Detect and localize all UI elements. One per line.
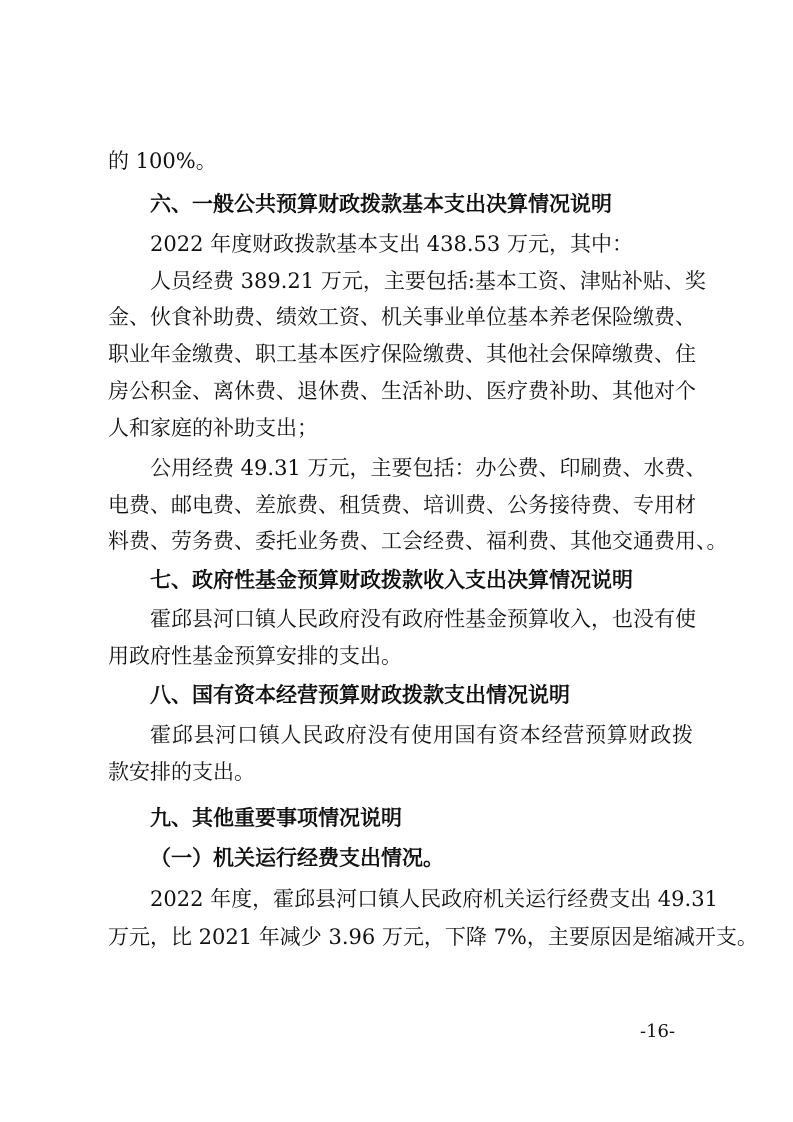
paragraph-line: 公用经费 49.31 万元，主要包括：办公费、印刷费、水费、	[150, 456, 707, 480]
paragraph-line: 电费、邮电费、差旅费、租赁费、培训费、公务接待费、专用材	[108, 493, 696, 517]
paragraph-line: 的 100%。	[108, 149, 217, 173]
paragraph-line: 人和家庭的补助支出；	[108, 416, 318, 440]
paragraph-line: 2022 年度，霍邱县河口镇人民政府机关运行经费支出 49.31	[150, 887, 718, 911]
paragraph-line: 款安排的支出。	[108, 760, 255, 784]
section-heading: 七、政府性基金预算财政拨款收入支出决算情况说明	[150, 568, 633, 592]
paragraph-line: 职业年金缴费、职工基本医疗保险缴费、其他社会保障缴费、住	[108, 342, 696, 366]
page-number: -16-	[640, 1021, 676, 1042]
section-heading: 八、国有资本经营预算财政拨款支出情况说明	[150, 683, 570, 707]
paragraph-line: 霍邱县河口镇人民政府没有使用国有资本经营预算财政拨	[150, 723, 693, 747]
paragraph-line: 金、伙食补助费、绩效工资、机关事业单位基本养老保险缴费、	[108, 305, 696, 329]
paragraph-line: 人员经费 389.21 万元，主要包括:基本工资、津贴补贴、奖	[150, 269, 706, 293]
paragraph-line: 料费、劳务费、委托业务费、工会经费、福利费、其他交通费用、。	[108, 529, 728, 553]
paragraph-line: 万元，比 2021 年减少 3.96 万元，下降 7%，主要原因是缩减开支。	[108, 925, 758, 949]
paragraph-line: 房公积金、离休费、退休费、生活补助、医疗费补助、其他对个	[108, 379, 696, 403]
subsection-heading: （一）机关运行经费支出情况。	[150, 846, 444, 870]
paragraph-line: 2022 年度财政拨款基本支出 438.53 万元，其中：	[150, 232, 633, 256]
paragraph-line: 用政府性基金预算安排的支出。	[108, 644, 402, 668]
section-heading: 九、其他重要事项情况说明	[150, 806, 402, 830]
section-heading: 六、一般公共预算财政拨款基本支出决算情况说明	[150, 192, 612, 216]
paragraph-line: 霍邱县河口镇人民政府没有政府性基金预算收入，也没有使	[150, 607, 696, 631]
